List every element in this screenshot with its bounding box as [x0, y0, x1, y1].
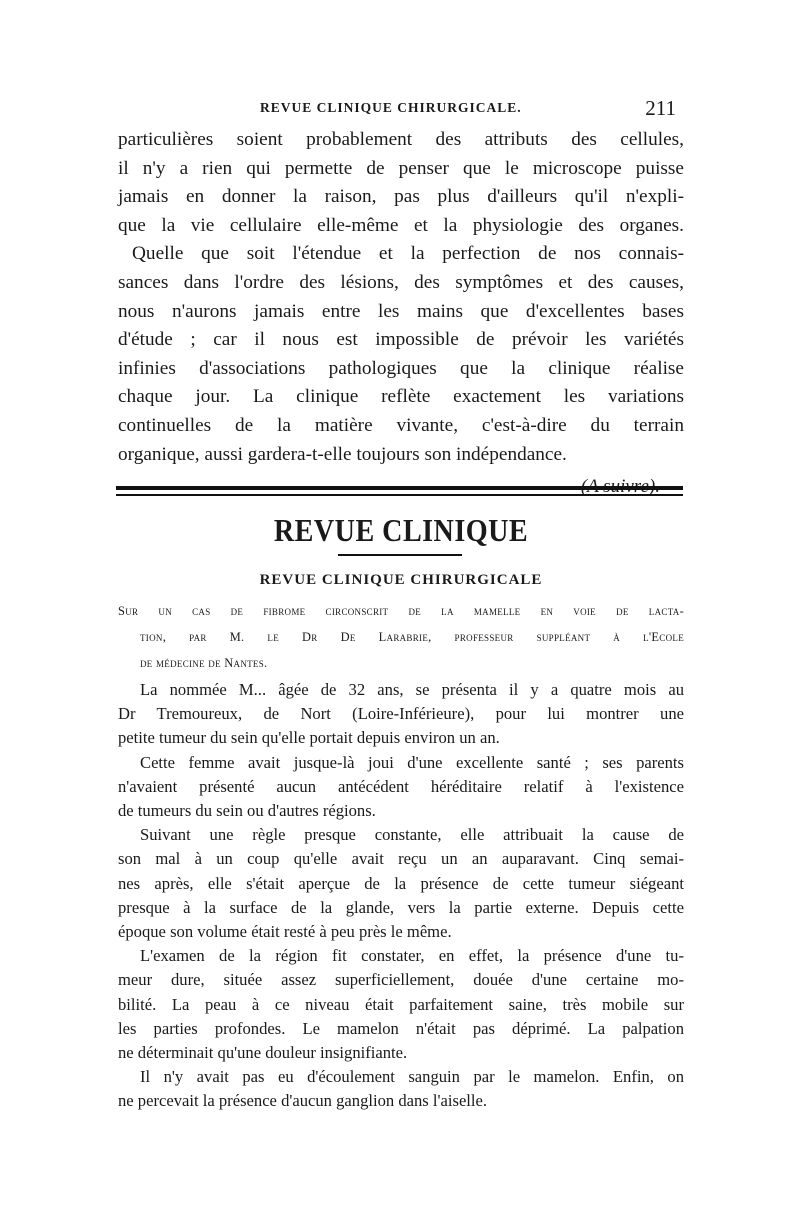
- subtitle-line: Sur un cas de fibrome circonscrit de la mamelle en voie de lacta-: [118, 604, 684, 618]
- text-line: organique, aussi gardera-t-elle toujours son indépendance.: [118, 443, 567, 465]
- text-line: Cette femme avait jusque-là joui d'une excellente santé ; ses parents: [140, 752, 684, 772]
- text-line: Il n'y avait pas eu d'écoulement sanguin par le mamelon. Enfin, on: [140, 1067, 684, 1087]
- text-line: que la vie cellulaire elle-même et la physiologie des organes.: [118, 214, 684, 236]
- text-line: particulières soient probablement des attributs des cellules,: [118, 129, 684, 150]
- text-line: meur dure, située assez superficiellement, douée d'une certaine mo-: [118, 970, 684, 990]
- text-line: nes après, elle s'était aperçue de la présence de cette tumeur siégeant: [118, 873, 684, 893]
- running-head: [118, 96, 680, 124]
- article-subtitle: [118, 598, 684, 676]
- text-line: petite tumeur du sein qu'elle portait depuis environ un an.: [118, 728, 500, 748]
- text-line: les parties profondes. Le mamelon n'était pas déprimé. La palpation: [118, 1018, 684, 1038]
- text-line: nous n'aurons jamais entre les mains que d'excellentes bases: [118, 300, 684, 322]
- text-line: bilité. La peau à ce niveau était parfaitement saine, très mobile sur: [118, 994, 684, 1014]
- text-line: jamais en donner la raison, pas plus d'ailleurs qu'il n'expli-: [118, 186, 684, 208]
- text-line: sances dans l'ordre des lésions, des symptômes et des causes,: [118, 271, 684, 293]
- subtitle-line: de médecine de Nantes.: [140, 656, 268, 670]
- article-body: [118, 678, 684, 1114]
- text-line: ne déterminait qu'une douleur insignifiante.: [118, 1043, 408, 1063]
- continued-paragraphs: [118, 126, 684, 502]
- section-rule-top: [116, 486, 683, 490]
- section-rule-bottom: [116, 494, 683, 496]
- text-line: époque son volume était resté à peu près le même.: [118, 922, 452, 942]
- text-line: continuelles de la matière vivante, c'est-à-dire du terrain: [118, 414, 684, 436]
- text-line: n'avaient présenté aucun antécédent héréditaire relatif à l'existence: [118, 776, 684, 796]
- subtitle-line: tion, par M. le Dr De Larabrie, professeur suppléant à l'Ecole: [140, 630, 684, 644]
- text-line: d'étude ; car il nous est impossible de prévoir les variétés: [118, 329, 684, 351]
- running-title: REVUE CLINIQUE CHIRURGICALE.: [260, 100, 522, 115]
- text-line: ne percevait la présence d'aucun ganglion dans l'aiselle.: [118, 1091, 488, 1111]
- text-line: chaque jour. La clinique reflète exactement les variations: [118, 386, 684, 408]
- section-title: REVUE CLINIQUE: [273, 512, 529, 548]
- text-line: presque à la surface de la glande, vers la partie externe. Depuis cette: [118, 897, 684, 917]
- section-subhead: REVUE CLINIQUE CHIRURGICALE: [259, 572, 543, 588]
- text-line: son mal à un coup qu'elle avait reçu un an auparavant. Cinq semai-: [118, 849, 684, 869]
- text-line: Quelle que soit l'étendue et la perfection de nos connais-: [132, 243, 684, 265]
- text-line: infinies d'associations pathologiques que la clinique réalise: [118, 357, 684, 379]
- text-line: Dr Tremoureux, de Nort (Loire-Inférieure), pour lui montrer une: [118, 704, 684, 724]
- text-line: L'examen de la région fit constater, en effet, la présence d'une tu-: [140, 946, 684, 966]
- text-line: Suivant une règle presque constante, elle attribuait la cause de: [140, 825, 684, 845]
- text-line: La nommée M... âgée de 32 ans, se présenta il y a quatre mois au: [140, 680, 684, 699]
- text-line: il n'y a rien qui permette de penser que le microscope puisse: [118, 157, 684, 179]
- title-underline: [338, 554, 462, 556]
- page-number: 211: [645, 96, 676, 120]
- text-line: de tumeurs du sein ou d'autres régions.: [118, 801, 376, 821]
